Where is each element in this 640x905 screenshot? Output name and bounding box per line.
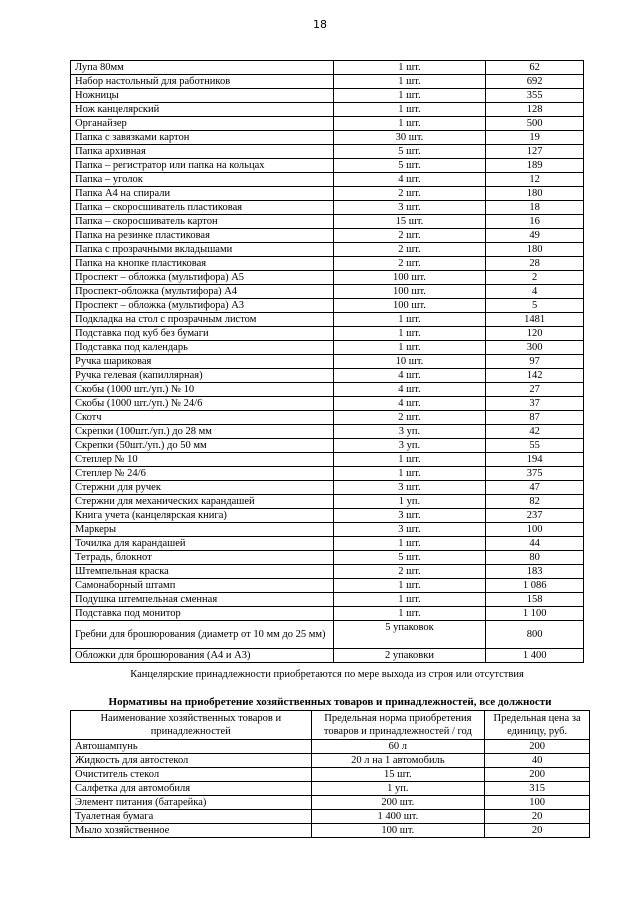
- quantity-cell: 3 уп.: [333, 439, 486, 453]
- table-row: [71, 621, 584, 649]
- table-row: [71, 131, 584, 145]
- table-row: [71, 565, 584, 579]
- quantity-cell: 100 шт.: [333, 285, 486, 299]
- table-row: [71, 467, 584, 481]
- table-row: [71, 607, 584, 621]
- goods-name-cell: Туалетная бумага: [71, 810, 312, 824]
- item-name-cell: Набор настольный для работников: [71, 75, 334, 89]
- item-name-cell: Стержни для ручек: [71, 481, 334, 495]
- price-cell: 27: [486, 383, 584, 397]
- table-row: [71, 173, 584, 187]
- goods-name-cell: Мыло хозяйственное: [71, 824, 312, 838]
- purchase-norm-cell: 60 л: [311, 740, 485, 754]
- table-row: [71, 439, 584, 453]
- item-name-cell: Подставка под календарь: [71, 341, 334, 355]
- price-cell: 300: [486, 341, 584, 355]
- purchase-norm-cell: 100 шт.: [311, 824, 485, 838]
- price-cell: 44: [486, 537, 584, 551]
- price-cell: 189: [486, 159, 584, 173]
- purchase-norm-cell: 200 шт.: [311, 796, 485, 810]
- price-cell: 47: [486, 481, 584, 495]
- price-cell: 19: [486, 131, 584, 145]
- quantity-cell: 1 шт.: [333, 579, 486, 593]
- quantity-cell: 3 шт.: [333, 481, 486, 495]
- quantity-cell: 2 шт.: [333, 243, 486, 257]
- table-row: [71, 754, 590, 768]
- item-name-cell: Скобы (1000 шт./уп.) № 10: [71, 383, 334, 397]
- item-name-cell: Папка – регистратор или папка на кольцах: [71, 159, 334, 173]
- price-cell: 1 086: [486, 579, 584, 593]
- unit-price-cell: 200: [485, 768, 590, 782]
- quantity-cell: 5 упаковок: [333, 621, 486, 649]
- quantity-cell: 3 шт.: [333, 523, 486, 537]
- table-row: [71, 229, 584, 243]
- price-cell: 80: [486, 551, 584, 565]
- table-row: [71, 796, 590, 810]
- household-goods-table: [70, 710, 590, 838]
- table-row: [71, 313, 584, 327]
- header-unit-price: Предельная цена за единицу, руб.: [485, 711, 590, 740]
- table-row: [71, 383, 584, 397]
- item-name-cell: Лупа 80мм: [71, 61, 334, 75]
- table-row: [71, 481, 584, 495]
- table-row: [71, 355, 584, 369]
- quantity-cell: 3 шт.: [333, 509, 486, 523]
- price-cell: 100: [486, 523, 584, 537]
- table-row: [71, 103, 584, 117]
- table-row: [71, 285, 584, 299]
- price-cell: 1 100: [486, 607, 584, 621]
- quantity-cell: 1 шт.: [333, 327, 486, 341]
- quantity-cell: 1 шт.: [333, 467, 486, 481]
- table-row: [71, 768, 590, 782]
- table-row: [71, 327, 584, 341]
- quantity-cell: 1 шт.: [333, 453, 486, 467]
- item-name-cell: Папка – скоросшиватель пластиковая: [71, 201, 334, 215]
- price-cell: 180: [486, 187, 584, 201]
- goods-name-cell: Салфетка для автомобиля: [71, 782, 312, 796]
- quantity-cell: 5 шт.: [333, 551, 486, 565]
- quantity-cell: 1 шт.: [333, 75, 486, 89]
- quantity-cell: 100 шт.: [333, 299, 486, 313]
- price-cell: 55: [486, 439, 584, 453]
- item-name-cell: Ручка шариковая: [71, 355, 334, 369]
- quantity-cell: 100 шт.: [333, 271, 486, 285]
- item-name-cell: Скотч: [71, 411, 334, 425]
- item-name-cell: Нож канцелярский: [71, 103, 334, 117]
- item-name-cell: Подушка штемпельная сменная: [71, 593, 334, 607]
- table-row: [71, 824, 590, 838]
- goods-name-cell: Очиститель стекол: [71, 768, 312, 782]
- price-cell: 1 400: [486, 649, 584, 663]
- item-name-cell: Папка на резинке пластиковая: [71, 229, 334, 243]
- price-cell: 87: [486, 411, 584, 425]
- table-row: [71, 523, 584, 537]
- price-cell: 97: [486, 355, 584, 369]
- price-cell: 49: [486, 229, 584, 243]
- item-name-cell: Гребни для брошюрования (диаметр от 10 мм до 25 мм): [71, 621, 334, 649]
- item-name-cell: Стержни для механических карандашей: [71, 495, 334, 509]
- price-cell: 16: [486, 215, 584, 229]
- table-row: [71, 495, 584, 509]
- quantity-cell: 5 шт.: [333, 145, 486, 159]
- price-cell: 183: [486, 565, 584, 579]
- price-cell: 2: [486, 271, 584, 285]
- item-name-cell: Самонаборный штамп: [71, 579, 334, 593]
- price-cell: 800: [486, 621, 584, 649]
- quantity-cell: 4 шт.: [333, 369, 486, 383]
- table-row: [71, 397, 584, 411]
- quantity-cell: 30 шт.: [333, 131, 486, 145]
- table-row: [71, 341, 584, 355]
- table-row: [71, 740, 590, 754]
- table-row: [71, 89, 584, 103]
- purchase-norm-cell: 1 400 шт.: [311, 810, 485, 824]
- table-row: [71, 299, 584, 313]
- household-goods-body: [71, 740, 590, 838]
- price-cell: 355: [486, 89, 584, 103]
- price-cell: 128: [486, 103, 584, 117]
- goods-name-cell: Автошампунь: [71, 740, 312, 754]
- price-cell: 500: [486, 117, 584, 131]
- price-cell: 62: [486, 61, 584, 75]
- header-goods-name: Наименование хозяйственных товаров и принадлежностей: [71, 711, 312, 740]
- price-cell: 5: [486, 299, 584, 313]
- table-row: [71, 551, 584, 565]
- quantity-cell: 1 шт.: [333, 61, 486, 75]
- price-cell: 18: [486, 201, 584, 215]
- quantity-cell: 15 шт.: [333, 215, 486, 229]
- item-name-cell: Скрепки (100шт./уп.) до 28 мм: [71, 425, 334, 439]
- price-cell: 158: [486, 593, 584, 607]
- quantity-cell: 1 шт.: [333, 341, 486, 355]
- price-cell: 194: [486, 453, 584, 467]
- table-row: [71, 649, 584, 663]
- page-number: 18: [313, 18, 327, 31]
- unit-price-cell: 20: [485, 824, 590, 838]
- item-name-cell: Проспект-обложка (мультифора) А4: [71, 285, 334, 299]
- quantity-cell: 2 шт.: [333, 187, 486, 201]
- item-name-cell: Папка – уголок: [71, 173, 334, 187]
- price-cell: 1481: [486, 313, 584, 327]
- unit-price-cell: 20: [485, 810, 590, 824]
- item-name-cell: Ручка гелевая (капиллярная): [71, 369, 334, 383]
- unit-price-cell: 315: [485, 782, 590, 796]
- quantity-cell: 1 шт.: [333, 89, 486, 103]
- purchase-norm-cell: 15 шт.: [311, 768, 485, 782]
- quantity-cell: 1 шт.: [333, 103, 486, 117]
- quantity-cell: 2 шт.: [333, 411, 486, 425]
- quantity-cell: 1 уп.: [333, 495, 486, 509]
- item-name-cell: Маркеры: [71, 523, 334, 537]
- quantity-cell: 10 шт.: [333, 355, 486, 369]
- quantity-cell: 5 шт.: [333, 159, 486, 173]
- quantity-cell: 2 шт.: [333, 229, 486, 243]
- price-cell: 4: [486, 285, 584, 299]
- header-purchase-norm: Предельная норма приобретения товаров и принадлежностей / год: [311, 711, 485, 740]
- table-row: [71, 187, 584, 201]
- item-name-cell: Степлер № 24/6: [71, 467, 334, 481]
- price-cell: 142: [486, 369, 584, 383]
- price-cell: 28: [486, 257, 584, 271]
- item-name-cell: Скрепки (50шт./уп.) до 50 мм: [71, 439, 334, 453]
- table-row: [71, 810, 590, 824]
- table-row: [71, 257, 584, 271]
- table-row: [71, 145, 584, 159]
- table-row: [71, 369, 584, 383]
- unit-price-cell: 100: [485, 796, 590, 810]
- item-name-cell: Тетрадь, блокнот: [71, 551, 334, 565]
- table-row: [71, 75, 584, 89]
- table-row: [71, 61, 584, 75]
- quantity-cell: 1 шт.: [333, 593, 486, 607]
- item-name-cell: Папка с завязками картон: [71, 131, 334, 145]
- quantity-cell: 2 упаковки: [333, 649, 486, 663]
- table-row: [71, 159, 584, 173]
- item-name-cell: Ножницы: [71, 89, 334, 103]
- unit-price-cell: 200: [485, 740, 590, 754]
- quantity-cell: 1 шт.: [333, 607, 486, 621]
- item-name-cell: Проспект – обложка (мультифора) А3: [71, 299, 334, 313]
- table-row: [71, 425, 584, 439]
- table-row: [71, 453, 584, 467]
- quantity-cell: 4 шт.: [333, 173, 486, 187]
- item-name-cell: Папка – скоросшиватель картон: [71, 215, 334, 229]
- quantity-cell: 4 шт.: [333, 397, 486, 411]
- price-cell: 37: [486, 397, 584, 411]
- quantity-cell: 1 шт.: [333, 117, 486, 131]
- item-name-cell: Органайзер: [71, 117, 334, 131]
- table-row: [71, 271, 584, 285]
- quantity-cell: 3 шт.: [333, 201, 486, 215]
- quantity-cell: 2 шт.: [333, 565, 486, 579]
- item-name-cell: Обложки для брошюрования (А4 и А3): [71, 649, 334, 663]
- item-name-cell: Подкладка на стол с прозрачным листом: [71, 313, 334, 327]
- household-section-heading: Нормативы на приобретение хозяйственных товаров и принадлежностей, все должности: [108, 696, 552, 708]
- purchase-norm-cell: 1 уп.: [311, 782, 485, 796]
- item-name-cell: Подставка под куб без бумаги: [71, 327, 334, 341]
- item-name-cell: Подставка под монитор: [71, 607, 334, 621]
- table-row: [71, 215, 584, 229]
- table-row: [71, 782, 590, 796]
- price-cell: 127: [486, 145, 584, 159]
- purchase-norm-cell: 20 л на 1 автомобиль: [311, 754, 485, 768]
- quantity-cell: 3 уп.: [333, 425, 486, 439]
- supplies-note: Канцелярские принадлежности приобретаются по мере выхода из строя или отсутствия: [130, 669, 524, 680]
- quantity-cell: 4 шт.: [333, 383, 486, 397]
- item-name-cell: Штемпельная краска: [71, 565, 334, 579]
- item-name-cell: Папка А4 на спирали: [71, 187, 334, 201]
- quantity-cell: 1 шт.: [333, 313, 486, 327]
- household-header-row: [71, 711, 590, 740]
- item-name-cell: Степлер № 10: [71, 453, 334, 467]
- item-name-cell: Папка архивная: [71, 145, 334, 159]
- goods-name-cell: Элемент питания (батарейка): [71, 796, 312, 810]
- price-cell: 180: [486, 243, 584, 257]
- item-name-cell: Книга учета (канцелярская книга): [71, 509, 334, 523]
- item-name-cell: Проспект – обложка (мультифора) А5: [71, 271, 334, 285]
- office-supplies-table: [70, 60, 584, 663]
- price-cell: 120: [486, 327, 584, 341]
- table-row: [71, 201, 584, 215]
- price-cell: 82: [486, 495, 584, 509]
- unit-price-cell: 40: [485, 754, 590, 768]
- price-cell: 12: [486, 173, 584, 187]
- item-name-cell: Скобы (1000 шт./уп.) № 24/6: [71, 397, 334, 411]
- item-name-cell: Папка с прозрачными вкладышами: [71, 243, 334, 257]
- price-cell: 42: [486, 425, 584, 439]
- goods-name-cell: Жидкость для автостекол: [71, 754, 312, 768]
- table-row: [71, 537, 584, 551]
- table-row: [71, 411, 584, 425]
- quantity-cell: 2 шт.: [333, 257, 486, 271]
- table-row: [71, 593, 584, 607]
- office-supplies-body: [71, 61, 584, 663]
- item-name-cell: Точилка для карандашей: [71, 537, 334, 551]
- price-cell: 692: [486, 75, 584, 89]
- table-row: [71, 579, 584, 593]
- price-cell: 237: [486, 509, 584, 523]
- table-row: [71, 509, 584, 523]
- price-cell: 375: [486, 467, 584, 481]
- item-name-cell: Папка на кнопке пластиковая: [71, 257, 334, 271]
- table-row: [71, 117, 584, 131]
- quantity-cell: 1 шт.: [333, 537, 486, 551]
- table-row: [71, 243, 584, 257]
